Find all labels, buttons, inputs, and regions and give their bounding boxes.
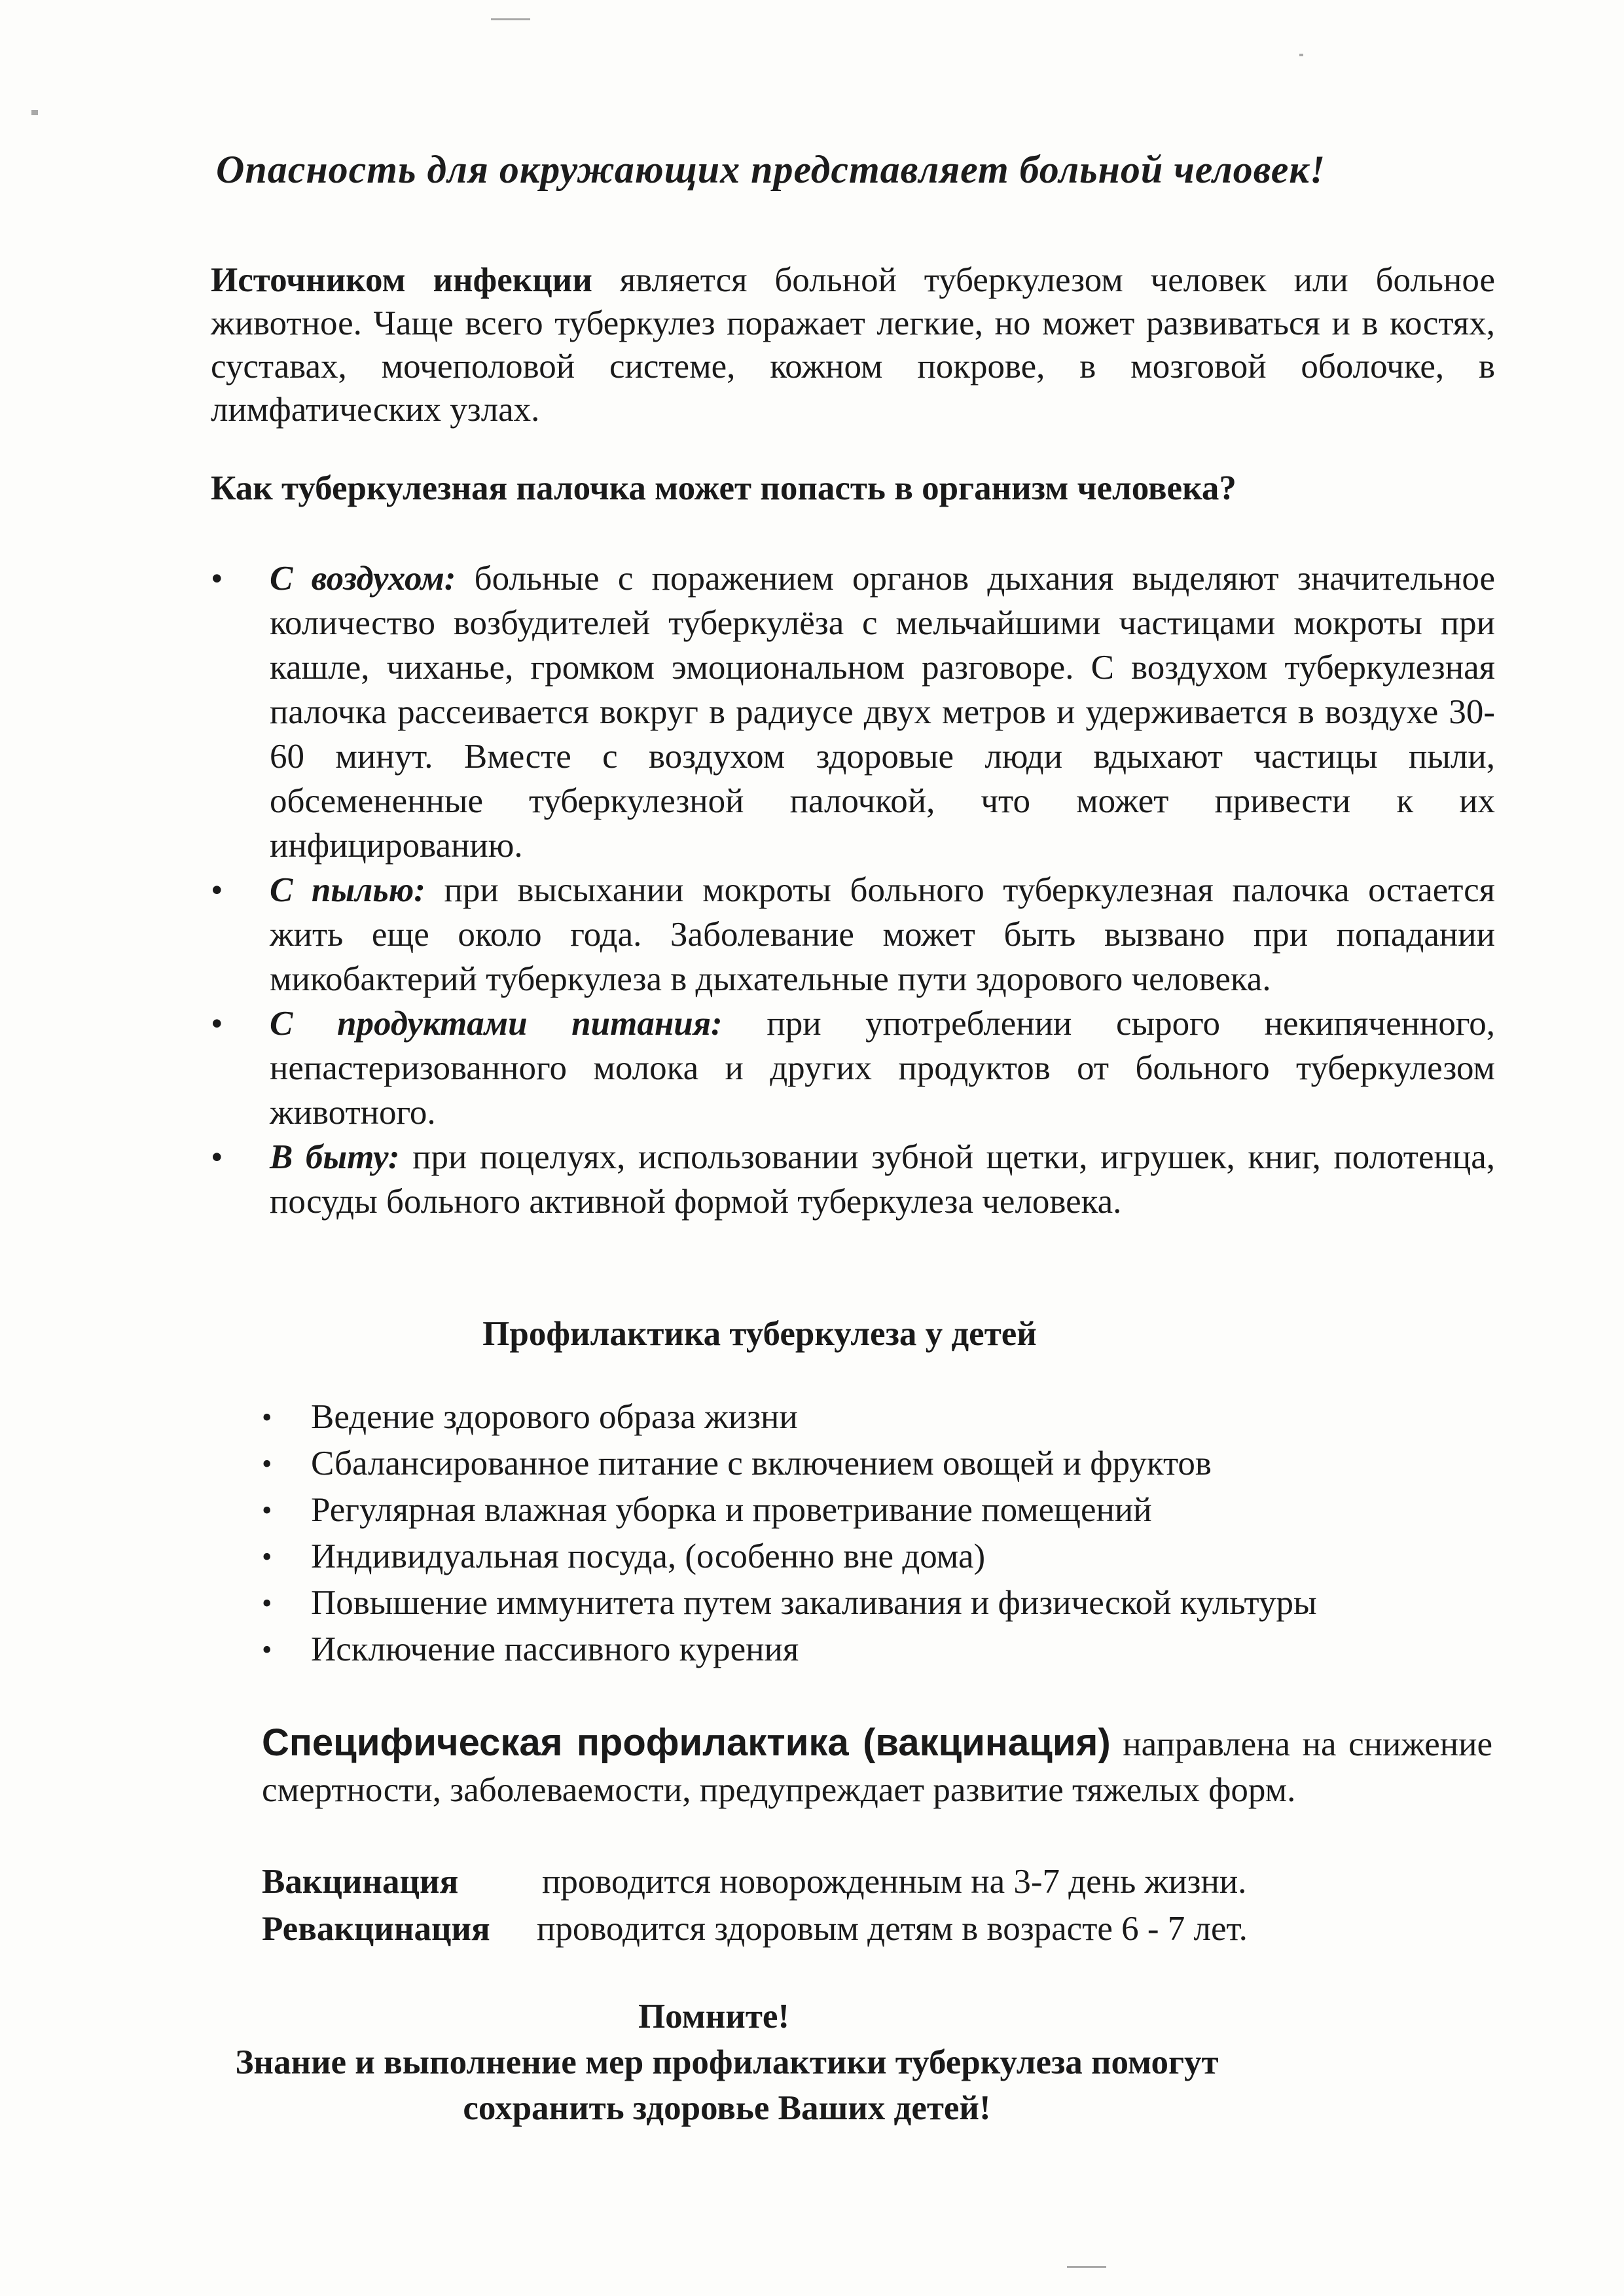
bullet-icon: • bbox=[262, 1401, 272, 1433]
vaccination-text: проводится новорожденным на 3-7 день жизни. bbox=[542, 1863, 1247, 1901]
route-item bbox=[211, 868, 1495, 1001]
route-lead: С воздухом: bbox=[270, 560, 456, 598]
revaccination-label: Ревакцинация bbox=[262, 1910, 490, 1948]
prevention-item bbox=[262, 1580, 1506, 1626]
prevention-list bbox=[262, 1394, 1506, 1673]
scan-speck bbox=[1299, 54, 1303, 56]
prevention-item bbox=[262, 1487, 1506, 1534]
prevention-item-text: Исключение пассивного курения bbox=[311, 1630, 799, 1668]
vaccination-label: Вакцинация bbox=[262, 1863, 459, 1901]
transmission-question: Как туберкулезная палочка может попасть в организм человека? bbox=[211, 469, 1236, 507]
specific-lead: Специфическая профилактика (вакцинация) bbox=[262, 1721, 1111, 1764]
bullet-icon: • bbox=[262, 1587, 272, 1619]
bullet-icon: • bbox=[262, 1448, 272, 1480]
route-lead: В быту: bbox=[270, 1138, 400, 1176]
specific-text: направлена на снижение смертности, заболеваемости, предупреждает развитие тяжелых форм. bbox=[262, 1725, 1493, 1809]
prevention-item bbox=[262, 1626, 1506, 1673]
prevention-item-text: Ведение здорового образа жизни bbox=[311, 1398, 798, 1436]
intro-lead: Источником инфекции bbox=[211, 261, 592, 299]
bullet-icon: • bbox=[211, 871, 223, 909]
vaccination-row bbox=[262, 1862, 1506, 1909]
intro-paragraph bbox=[211, 259, 1495, 431]
intro-text: является больной туберкулезом человек или больное животное. Чаще всего туберкулез поражает легкие, но может развиваться и в костях, суставах, мочеполовой системе, кожном покрове, в мозговой оболочке, в лимфатических узлах. bbox=[211, 261, 1495, 429]
route-lead: С продуктами питания: bbox=[270, 1005, 723, 1043]
prevention-item bbox=[262, 1394, 1506, 1441]
bullet-icon: • bbox=[262, 1634, 272, 1666]
bullet-icon: • bbox=[211, 1005, 223, 1043]
prevention-heading bbox=[0, 1314, 1624, 1354]
remember-title: Помните! bbox=[638, 1998, 790, 2036]
prevention-item-text: Повышение иммунитета путем закаливания и физической культуры bbox=[311, 1584, 1317, 1622]
remember-block bbox=[0, 1994, 1624, 2131]
route-text: больные с поражением органов дыхания выделяют значительное количество возбудителей туберкулёза с мельчайшими частицами мокроты при кашле, чиханье, громком эмоциональном разговоре. С воздухом туберкулезная палочка рассеивается вокруг в радиусе двух метров и удерживается в воздухе 30-60 минут. Вместе с воздухом здоровые люди вдыхают частицы пыли, обсемененные туберкулезной палочкой, что может привести к их инфицированию. bbox=[270, 560, 1496, 865]
bullet-icon: • bbox=[262, 1541, 272, 1573]
page-title: Опасность для окружающих представляет больной человек! bbox=[216, 148, 1326, 191]
route-item bbox=[211, 556, 1495, 868]
prevention-item bbox=[262, 1441, 1506, 1487]
prevention-item-text: Сбалансированное питание с включением овощей и фруктов bbox=[311, 1444, 1212, 1482]
route-item bbox=[211, 1135, 1495, 1224]
bullet-icon: • bbox=[211, 1138, 223, 1176]
bullet-icon: • bbox=[211, 560, 223, 598]
remember-line: Знание и выполнение мер профилактики туберкулеза помогут bbox=[235, 2043, 1219, 2081]
route-text: при поцелуях, использовании зубной щетки, игрушек, книг, полотенца, посуды больного активной формой туберкулеза человека. bbox=[270, 1138, 1495, 1221]
route-item bbox=[211, 1001, 1495, 1135]
remember-line: сохранить здоровье Ваших детей! bbox=[463, 2089, 991, 2127]
bullet-icon: • bbox=[262, 1494, 272, 1526]
prevention-item-text: Индивидуальная посуда, (особенно вне дома) bbox=[311, 1537, 986, 1575]
prevention-item bbox=[262, 1534, 1506, 1580]
scan-speck bbox=[1067, 2266, 1106, 2268]
revaccination-text: проводится здоровым детям в возрасте 6 - 7 лет. bbox=[537, 1910, 1248, 1948]
transmission-routes-list bbox=[211, 556, 1495, 1224]
scan-speck bbox=[491, 18, 530, 20]
vaccination-schedule bbox=[262, 1862, 1506, 1956]
route-text: при высыхании мокроты больного туберкулезная палочка остается жить еще около года. Заболевание может быть вызвано при попадании микобактерий туберкулеза в дыхательные пути здорового человека. bbox=[270, 871, 1495, 998]
specific-prevention-paragraph bbox=[262, 1720, 1492, 1813]
prevention-heading-text: Профилактика туберкулеза у детей bbox=[482, 1315, 1037, 1353]
revaccination-row bbox=[262, 1909, 1506, 1956]
route-text: при употреблении сырого некипяченного, непастеризованного молока и других продуктов от больного туберкулезом животного. bbox=[270, 1005, 1495, 1132]
prevention-item-text: Регулярная влажная уборка и проветривание помещений bbox=[311, 1491, 1152, 1529]
route-lead: С пылью: bbox=[270, 871, 425, 909]
scan-speck bbox=[31, 110, 38, 115]
